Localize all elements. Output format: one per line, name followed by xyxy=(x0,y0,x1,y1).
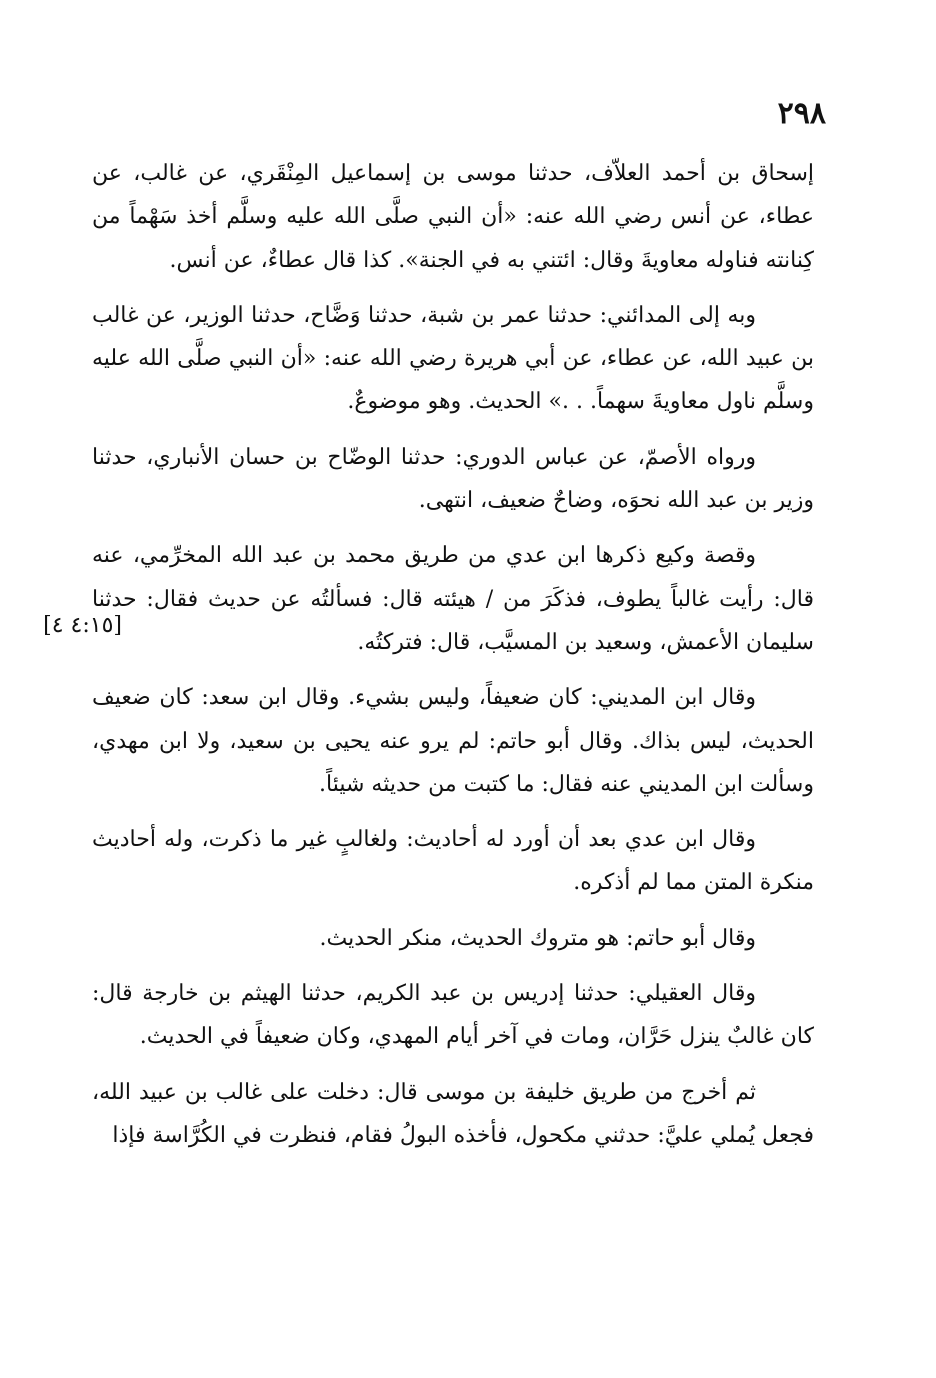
paragraph: وقصة وكيع ذكرها ابن عدي من طريق محمد بن عبد الله المخرِّمي، عنه قال: رأيت غالباً يطوف، فذكَرَ من / هيئته قال: فسألتُه عن حديث فقال: حدثنا سليمان الأعمش، وسعيد بن المسيَّب، قال: فتركتُه. xyxy=(92,543,814,655)
paragraph: وقال أبو حاتم: هو متروك الحديث، منكر الحديث. xyxy=(319,925,756,951)
paragraph: وبه إلى المدائني: حدثنا عمر بن شبة، حدثنا وَضَّاح، حدثنا الوزير، عن غالب بن عبيد الله، عن عطاء، عن أبي هريرة رضي الله عنه: «أن النبي صلَّى الله عليه وسلَّم ناول معاويةَ سهماً. . .» الحديث. وهو موضوعٌ. xyxy=(92,302,814,415)
page-number: ٢٩٨ xyxy=(777,96,826,131)
body-text xyxy=(92,152,814,1169)
paragraph: ثم أخرج من طريق خليفة بن موسى قال: دخلت على غالب بن عبيد الله، فجعل يُملي عليَّ: حدثني مكحول، فأخذه البولُ فقام، فنظرت في الكُرَّاسة فإذا xyxy=(92,1079,814,1148)
paragraph: إسحاق بن أحمد العلاّف، حدثنا موسى بن إسماعيل المِنْقَري، عن غالب، عن عطاء، عن أنس رضي الله عنه: «أن النبي صلَّى الله عليه وسلَّم أخذ سَهْماً من كِنانته فناوله معاويةَ وقال: ائتني به في الجنة». كذا قال عطاءٌ، عن أنس. xyxy=(92,161,814,273)
paragraph: وقال ابن عدي بعد أن أورد له أحاديث: ولغالبٍ غير ما ذكرت، وله أحاديث منكرة المتن مما لم أذكره. xyxy=(92,827,814,896)
paragraph: وقال العقيلي: حدثنا إدريس بن عبد الكريم، حدثنا الهيثم بن خارجة قال: كان غالبٌ ينزل حَرَّان، ومات في آخر أيام المهدي، وكان ضعيفاً في الحديث. xyxy=(92,981,814,1050)
paragraph: ورواه الأصمّ، عن عباس الدوري: حدثنا الوضّاح بن حسان الأنباري، حدثنا وزير بن عبد الله نحوَه، وضاحٌ ضعيف، انتهى. xyxy=(92,444,814,514)
paragraph: وقال ابن المديني: كان ضعيفاً، وليس بشيء. وقال ابن سعد: كان ضعيف الحديث، ليس بذاك. وقال أبو حاتم: لم يرو عنه يحيى بن سعيد، ولا ابن مهدي، وسألت ابن المديني عنه فقال: ما كتبت من حديثه شيئاً. xyxy=(92,685,814,797)
margin-reference: [٤:١٥ ٤] xyxy=(43,613,122,638)
